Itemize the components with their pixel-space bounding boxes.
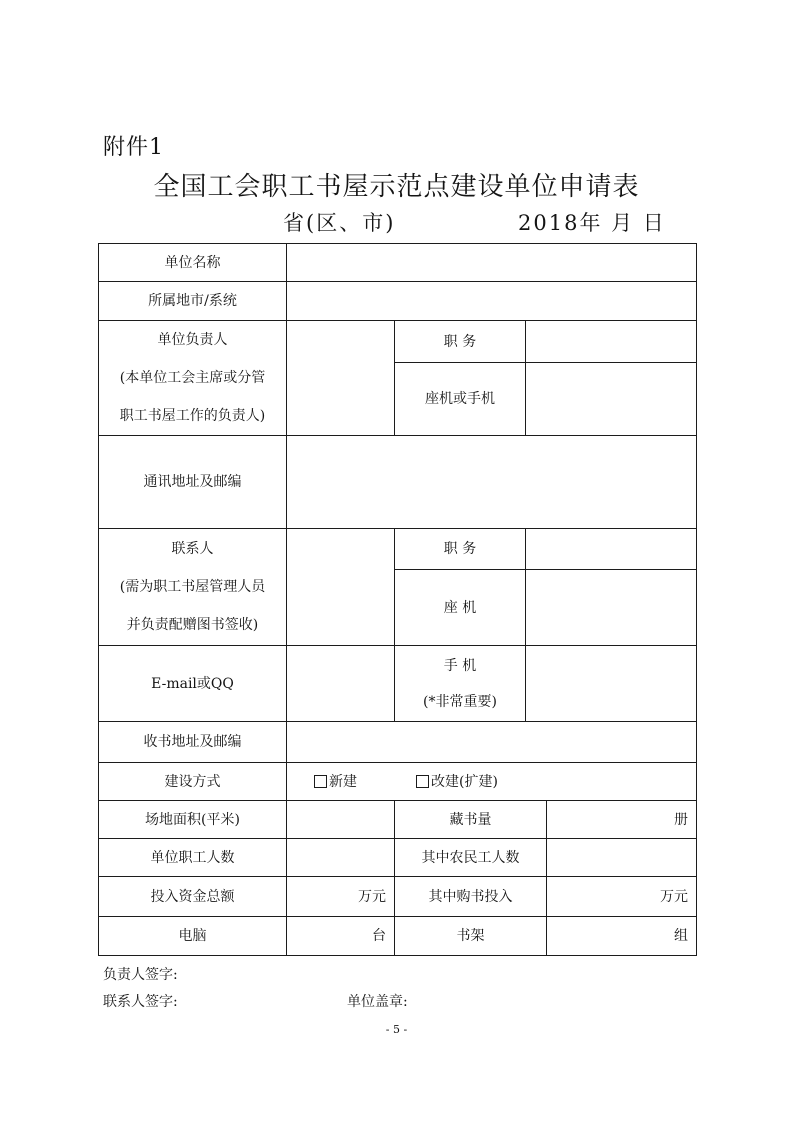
checkbox-icon[interactable]: [416, 775, 429, 788]
attachment-label: 附件1: [103, 135, 164, 160]
mobile-field[interactable]: [526, 646, 696, 721]
build-mode-expand-option[interactable]: 改建(扩建): [416, 763, 536, 800]
delivery-address-field[interactable]: [287, 722, 696, 762]
migrant-count-label: 其中农民工人数: [421, 849, 520, 866]
mobile-label: 手 机 (*非常重要): [423, 657, 497, 710]
book-investment-field[interactable]: 万元: [660, 888, 688, 905]
email-qq-field[interactable]: [287, 646, 394, 721]
leader-signature-label: 负责人签字:: [103, 967, 178, 983]
collection-label: 藏书量: [449, 811, 492, 828]
investment-total-field[interactable]: 万元: [358, 888, 386, 905]
address-label: 通讯地址及邮编: [143, 474, 242, 490]
contact-signature-label: 联系人签字:: [103, 994, 178, 1010]
contact-name-field[interactable]: [287, 529, 394, 645]
book-investment-label: 其中购书投入: [428, 888, 513, 905]
computers-field[interactable]: 台: [372, 928, 386, 944]
unit-name-field[interactable]: [287, 244, 696, 281]
checkbox-icon[interactable]: [314, 775, 327, 788]
leader-phone-field[interactable]: [526, 363, 696, 435]
contact-label: 联系人 (需为职工书屋管理人员 并负责配赠图书签收): [119, 541, 266, 633]
leader-name-field[interactable]: [287, 321, 394, 435]
email-qq-label: E-mail或QQ: [151, 675, 234, 692]
shelves-label: 书架: [456, 928, 485, 944]
build-mode-new-option[interactable]: 新建: [314, 763, 404, 800]
delivery-address-label: 收书地址及邮编: [143, 734, 242, 750]
migrant-count-field[interactable]: [547, 839, 696, 876]
unit-seal-label: 单位盖章:: [347, 994, 408, 1010]
contact-position-label: 职 务: [443, 541, 477, 557]
contact-landline-label: 座 机: [443, 599, 477, 616]
area-label: 场地面积(平米): [145, 811, 240, 828]
area-field[interactable]: [287, 801, 394, 838]
unit-name-label: 单位名称: [164, 254, 221, 271]
leader-phone-label: 座机或手机: [425, 391, 495, 407]
leader-label: 单位负责人 (本单位工会主席或分管 职工书屋工作的负责人): [119, 332, 266, 424]
leader-position-label: 职 务: [443, 333, 477, 350]
province-field-label: 省(区、市): [283, 211, 396, 235]
address-field[interactable]: [287, 436, 696, 528]
leader-position-field[interactable]: [526, 321, 696, 362]
page-number: - 5 -: [385, 1023, 408, 1036]
shelves-field[interactable]: 组: [674, 928, 688, 944]
city-system-label: 所属地市/系统: [148, 293, 237, 309]
computers-label: 电脑: [178, 928, 207, 944]
staff-count-field[interactable]: [287, 839, 394, 876]
form-title: 全国工会职工书屋示范点建设单位申请表: [153, 172, 640, 202]
date-field-label: 2018年 月 日: [518, 211, 666, 235]
contact-landline-field[interactable]: [526, 570, 696, 645]
collection-field[interactable]: 册: [674, 811, 688, 828]
staff-count-label: 单位职工人数: [150, 849, 235, 866]
investment-total-label: 投入资金总额: [150, 888, 235, 905]
city-system-field[interactable]: [287, 282, 696, 320]
contact-position-field[interactable]: [526, 529, 696, 569]
build-mode-label: 建设方式: [164, 773, 221, 790]
